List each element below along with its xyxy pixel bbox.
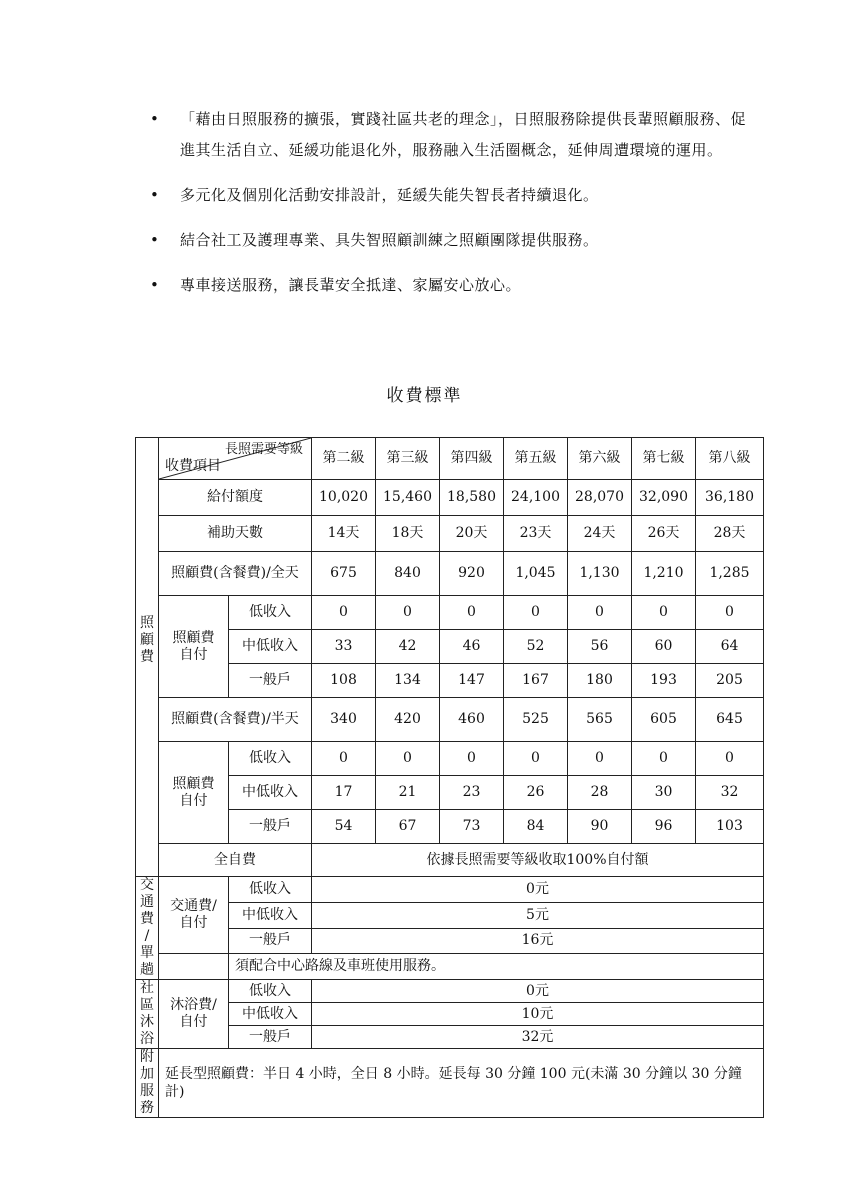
table-cell: 21 xyxy=(376,776,440,810)
table-cell: 42 xyxy=(376,630,440,664)
income-label: 一般戶 xyxy=(229,664,312,698)
care-fee-group-char: 照 xyxy=(140,615,154,632)
bath-gen-row xyxy=(136,1026,764,1049)
bath-label: 沐浴費/自付 xyxy=(159,980,229,1049)
care-fee-group-column xyxy=(136,438,159,844)
table-cell: 565 xyxy=(568,698,632,742)
transport-label: 交通費/自付 xyxy=(159,877,229,954)
table-cell: 0 xyxy=(440,742,504,776)
transport-group-label: 交 通 費 / 單 趟 xyxy=(136,877,159,980)
table-cell: 1,210 xyxy=(632,552,696,596)
table-cell: 84 xyxy=(504,810,568,844)
table-cell: 0 xyxy=(376,596,440,630)
table-cell: 28天 xyxy=(696,516,764,552)
level-header: 第八級 xyxy=(696,438,764,480)
care-fee-group-char: 顧 xyxy=(140,632,154,649)
table-cell: 10,020 xyxy=(312,480,376,516)
bath-low-row xyxy=(136,980,764,1003)
table-cell: 17 xyxy=(312,776,376,810)
transport-note-row xyxy=(136,954,764,980)
table-cell: 30 xyxy=(632,776,696,810)
half-mid-row xyxy=(136,776,764,810)
table-cell: 0 xyxy=(504,742,568,776)
half-gen-row xyxy=(136,810,764,844)
half-low-row xyxy=(136,742,764,776)
income-label: 低收入 xyxy=(229,742,312,776)
section-title: 收費標準 xyxy=(386,386,463,406)
table-cell: 920 xyxy=(440,552,504,596)
table-cell: 147 xyxy=(440,664,504,698)
half-day-row xyxy=(136,698,764,742)
table-cell: 46 xyxy=(440,630,504,664)
full-mid-row xyxy=(136,630,764,664)
table-cell: 0 xyxy=(312,596,376,630)
table-cell: 675 xyxy=(312,552,376,596)
table-cell: 0 xyxy=(696,596,764,630)
care-fee-group-spacer xyxy=(136,844,159,877)
transport-mid-row xyxy=(136,902,764,928)
corner-header xyxy=(159,438,312,480)
table-cell: 5元 xyxy=(312,902,764,928)
full-gen-row xyxy=(136,664,764,698)
table-cell: 18,580 xyxy=(440,480,504,516)
income-label: 中低收入 xyxy=(229,902,312,928)
income-label: 低收入 xyxy=(229,596,312,630)
table-cell: 28 xyxy=(568,776,632,810)
table-cell: 205 xyxy=(696,664,764,698)
level-header: 第六級 xyxy=(568,438,632,480)
table-cell: 605 xyxy=(632,698,696,742)
table-cell: 73 xyxy=(440,810,504,844)
level-header: 第四級 xyxy=(440,438,504,480)
table-cell: 0 xyxy=(376,742,440,776)
row-label: 補助天數 xyxy=(159,516,312,552)
table-cell: 52 xyxy=(504,630,568,664)
level-header: 第三級 xyxy=(376,438,440,480)
full-low-row xyxy=(136,596,764,630)
full-self-note: 依據長照需要等級收取100%自付額 xyxy=(312,844,764,877)
table-cell: 32,090 xyxy=(632,480,696,516)
transport-gen-row xyxy=(136,928,764,954)
table-cell: 90 xyxy=(568,810,632,844)
transport-note: 須配合中心路線及車班使用服務。 xyxy=(229,954,764,980)
fee-table xyxy=(135,437,764,1118)
intro-bullet-list xyxy=(148,104,748,315)
table-cell: 1,130 xyxy=(568,552,632,596)
table-cell: 0 xyxy=(312,742,376,776)
level-header: 第七級 xyxy=(632,438,696,480)
table-cell: 103 xyxy=(696,810,764,844)
table-cell: 24天 xyxy=(568,516,632,552)
table-cell: 525 xyxy=(504,698,568,742)
table-cell: 134 xyxy=(376,664,440,698)
transport-low-row xyxy=(136,877,764,903)
full-day-row xyxy=(136,552,764,596)
days-row xyxy=(136,516,764,552)
table-cell: 10元 xyxy=(312,1003,764,1026)
table-cell: 340 xyxy=(312,698,376,742)
bullet-item: • 結合社工及護理專業、具失智照顧訓練之照顧團隊提供服務。 xyxy=(148,225,748,256)
table-cell: 0元 xyxy=(312,877,764,903)
table-cell: 18天 xyxy=(376,516,440,552)
income-label: 一般戶 xyxy=(229,810,312,844)
table-cell: 96 xyxy=(632,810,696,844)
full-self-row xyxy=(136,844,764,877)
table-cell: 193 xyxy=(632,664,696,698)
addon-row xyxy=(136,1049,764,1118)
self-pay-label: 照顧費自付 xyxy=(159,742,229,844)
table-cell: 24,100 xyxy=(504,480,568,516)
income-label: 中低收入 xyxy=(229,630,312,664)
row-label: 照顧費(含餐費)/半天 xyxy=(159,698,312,742)
table-cell: 167 xyxy=(504,664,568,698)
table-cell: 26 xyxy=(504,776,568,810)
table-cell: 60 xyxy=(632,630,696,664)
row-label: 全自費 xyxy=(159,844,312,877)
table-cell: 0 xyxy=(632,742,696,776)
table-cell: 23 xyxy=(440,776,504,810)
table-cell: 33 xyxy=(312,630,376,664)
table-cell: 54 xyxy=(312,810,376,844)
income-label: 低收入 xyxy=(229,980,312,1003)
income-label: 中低收入 xyxy=(229,1003,312,1026)
table-cell: 645 xyxy=(696,698,764,742)
header-row xyxy=(136,438,764,480)
table-cell: 0元 xyxy=(312,980,764,1003)
table-cell: 16元 xyxy=(312,928,764,954)
bath-mid-row xyxy=(136,1003,764,1026)
row-label: 照顧費(含餐費)/全天 xyxy=(159,552,312,596)
corner-item-label: 收費項目 xyxy=(165,458,221,474)
table-cell: 67 xyxy=(376,810,440,844)
table-cell: 32元 xyxy=(312,1026,764,1049)
income-label: 低收入 xyxy=(229,877,312,903)
self-pay-label: 照顧費自付 xyxy=(159,596,229,698)
table-cell: 56 xyxy=(568,630,632,664)
bullet-item: • 「藉由日照服務的擴張，實踐社區共老的理念」，日照服務除提供長輩照顧服務、促進其生活自立、延緩功能退化外，服務融入生活圈概念，延伸周遭環境的運用。 xyxy=(148,104,748,166)
table-cell: 0 xyxy=(696,742,764,776)
table-cell: 460 xyxy=(440,698,504,742)
table-cell: 840 xyxy=(376,552,440,596)
table-cell: 23天 xyxy=(504,516,568,552)
care-fee-group-char: 費 xyxy=(140,649,154,666)
table-cell: 26天 xyxy=(632,516,696,552)
table-cell: 14天 xyxy=(312,516,376,552)
table-cell: 20天 xyxy=(440,516,504,552)
addon-group-label: 附 加 服 務 xyxy=(136,1049,159,1118)
table-cell: 0 xyxy=(504,596,568,630)
table-cell: 108 xyxy=(312,664,376,698)
corner-level-label: 長照需要等級 xyxy=(224,442,303,457)
transport-note-spacer xyxy=(159,954,229,980)
bath-group-label: 社 區 沐 浴 xyxy=(136,980,159,1049)
level-header: 第五級 xyxy=(504,438,568,480)
income-label: 中低收入 xyxy=(229,776,312,810)
table-cell: 0 xyxy=(440,596,504,630)
table-cell: 420 xyxy=(376,698,440,742)
table-cell: 0 xyxy=(568,742,632,776)
row-label: 給付額度 xyxy=(159,480,312,516)
table-cell: 36,180 xyxy=(696,480,764,516)
table-cell: 1,285 xyxy=(696,552,764,596)
payment-row xyxy=(136,480,764,516)
bullet-item: • 多元化及個別化活動安排設計，延緩失能失智長者持續退化。 xyxy=(148,180,748,211)
table-cell: 64 xyxy=(696,630,764,664)
table-cell: 180 xyxy=(568,664,632,698)
addon-note: 延長型照顧費：半日 4 小時，全日 8 小時。延長每 30 分鐘 100 元(未滿 30 分鐘以 30 分鐘計) xyxy=(159,1049,764,1118)
table-cell: 0 xyxy=(568,596,632,630)
table-cell: 32 xyxy=(696,776,764,810)
income-label: 一般戶 xyxy=(229,1026,312,1049)
table-cell: 28,070 xyxy=(568,480,632,516)
level-header: 第二級 xyxy=(312,438,376,480)
bullet-item: • 專車接送服務，讓長輩安全抵達、家屬安心放心。 xyxy=(148,270,748,301)
table-cell: 1,045 xyxy=(504,552,568,596)
income-label: 一般戶 xyxy=(229,928,312,954)
table-cell: 15,460 xyxy=(376,480,440,516)
table-cell: 0 xyxy=(632,596,696,630)
